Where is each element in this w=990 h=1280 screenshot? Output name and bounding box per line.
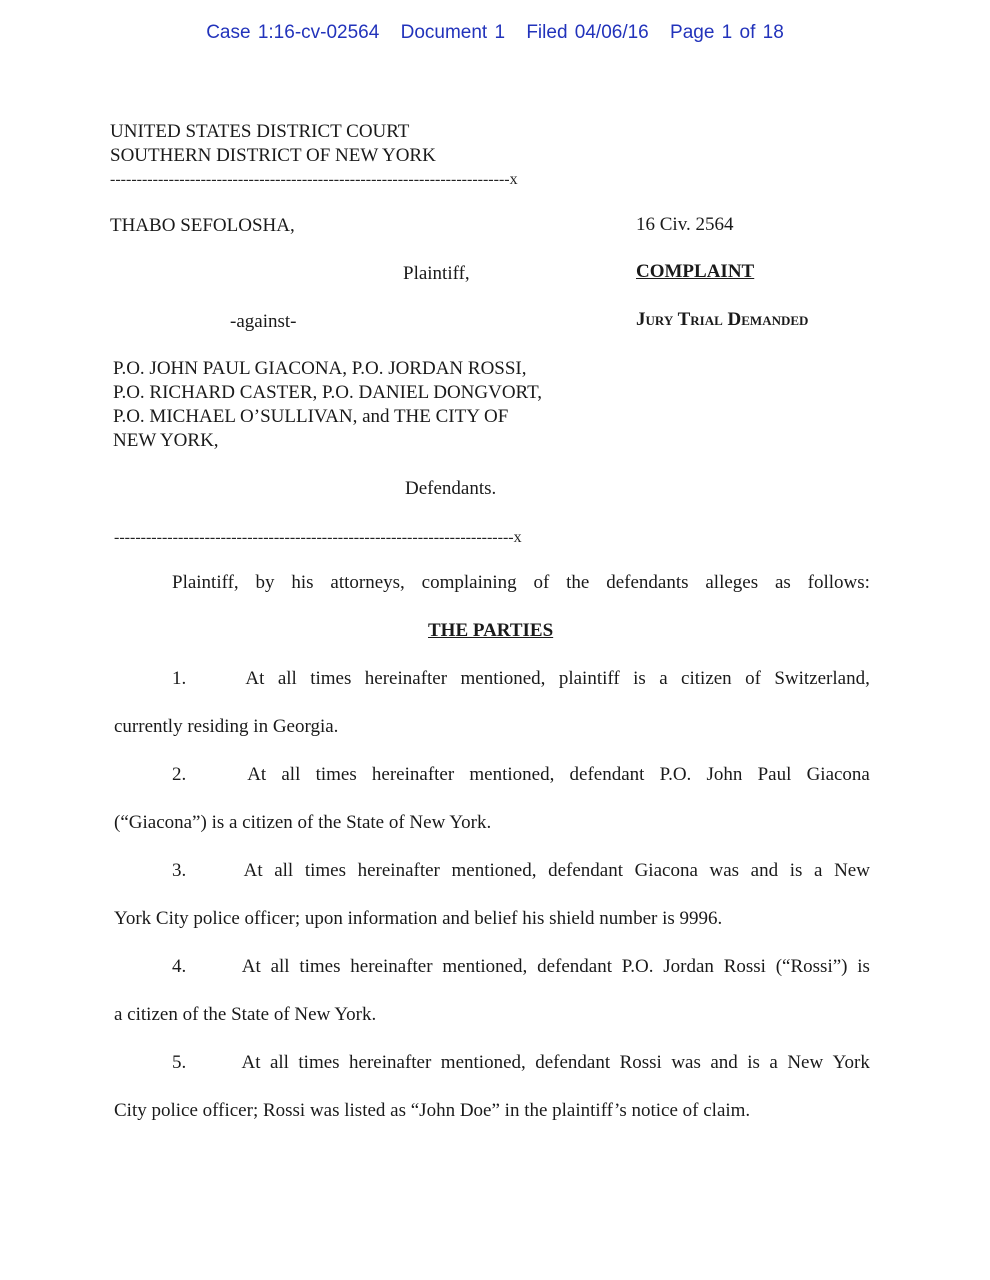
paragraph-word: a [814, 860, 823, 881]
paragraph-word: mentioned, [469, 764, 555, 785]
intro-word: his [291, 572, 314, 593]
paragraph-word: hereinafter [350, 956, 433, 977]
court-line-2: SOUTHERN DISTRICT OF NEW YORK [110, 145, 436, 166]
section-heading: THE PARTIES [428, 620, 554, 641]
intro-word: defendants [606, 572, 689, 593]
intro-word: follows: [807, 572, 870, 593]
paragraph-first-line [172, 667, 870, 691]
paragraph-word: At [243, 860, 263, 881]
civil-case-number: 16 Civ. 2564 [636, 214, 734, 235]
paragraph-word: was [709, 860, 740, 881]
intro-word: by [255, 572, 275, 593]
paragraph-number: 1. [172, 668, 187, 689]
intro-word: of [533, 572, 550, 593]
paragraph-word: is [747, 1052, 760, 1073]
defendants-line: P.O. MICHAEL O’SULLIVAN, and THE CITY OF [113, 406, 509, 427]
paragraph-word: Rossi [619, 1052, 662, 1073]
paragraph-word: mentioned, [460, 668, 546, 689]
paragraph-word: and [750, 860, 779, 881]
paragraph-word: At [241, 1052, 261, 1073]
intro-word: Plaintiff, [172, 572, 239, 593]
defendants-line: P.O. JOHN PAUL GIACONA, P.O. JORDAN ROSSI, [113, 358, 527, 379]
paragraph-word: times [299, 956, 341, 977]
paragraph-word: mentioned, [442, 956, 528, 977]
paragraph-word: defendant [548, 860, 623, 881]
case-number-stamp: Case 1:16-cv-02564 [206, 22, 380, 43]
paragraph-word: hereinafter [371, 764, 455, 785]
plaintiff-role: Plaintiff, [403, 263, 470, 284]
paragraph-word: defendant [569, 764, 645, 785]
defendants-role: Defendants. [405, 478, 497, 499]
document-title: COMPLAINT [636, 261, 755, 282]
plaintiff-name: THABO SEFOLOSHA, [110, 215, 295, 236]
ecf-header-stamp [0, 22, 990, 44]
paragraph-word: a [659, 668, 668, 689]
paragraph-number: 2. [172, 764, 187, 785]
paragraph-word: a [769, 1052, 778, 1073]
court-name [110, 120, 436, 168]
court-line-1: UNITED STATES DISTRICT COURT [110, 121, 410, 142]
paragraph-number: 5. [172, 1052, 187, 1073]
paragraph-word: mentioned, [440, 1052, 526, 1073]
paragraph-word: Paul [757, 764, 792, 785]
paragraph-word: New [787, 1052, 824, 1073]
against-label: -against- [230, 311, 297, 332]
paragraph-word: P.O. [621, 956, 654, 977]
paragraph-continuation: City police officer; Rossi was listed as “John Doe” in the plaintiff’s notice of claim. [114, 1100, 751, 1121]
paragraph-word: all [274, 860, 294, 881]
paragraph-word: Rossi [723, 956, 766, 977]
paragraph-word: defendant [535, 1052, 611, 1073]
paragraph-word: hereinafter [357, 860, 440, 881]
paragraph-number: 4. [172, 956, 187, 977]
paragraph-word: is [857, 956, 870, 977]
paragraph-word: citizen [681, 668, 732, 689]
paragraph-word: defendant [537, 956, 612, 977]
intro-word: alleges [705, 572, 759, 593]
paragraph-word: all [281, 764, 301, 785]
caption-rule-bottom: ---------------------------------------------------------------------------x [114, 529, 522, 546]
intro-word: as [774, 572, 791, 593]
paragraph-continuation: a citizen of the State of New York. [114, 1004, 377, 1025]
paragraph-first-line [172, 1051, 870, 1075]
jury-trial-demanded: Jury Trial Demanded [636, 309, 809, 330]
paragraph-word: is [633, 668, 646, 689]
intro-word: complaining [421, 572, 517, 593]
paragraph-word: plaintiff [558, 668, 620, 689]
paragraph-continuation: currently residing in Georgia. [114, 716, 339, 737]
paragraph-number: 3. [172, 860, 187, 881]
paragraph-word: was [671, 1052, 701, 1073]
paragraph-word: times [298, 1052, 340, 1073]
paragraph-word: New [834, 860, 870, 881]
paragraph-word: hereinafter [349, 1052, 432, 1073]
paragraph-continuation: York City police officer; upon information and belief his shield number is 9996. [114, 908, 723, 929]
defendants-line: NEW YORK, [113, 430, 219, 451]
caption-rule-top: ---------------------------------------------------------------------------x [110, 171, 518, 188]
filed-date-stamp: Filed 04/06/16 [526, 22, 649, 43]
paragraph-word: Giacona [806, 764, 870, 785]
paragraph-word: times [304, 860, 346, 881]
paragraph-first-line [172, 955, 870, 979]
paragraph-word: P.O. [659, 764, 692, 785]
paragraph-word: At [245, 668, 265, 689]
intro-paragraph [172, 571, 870, 595]
paragraph-word: Switzerland, [774, 668, 870, 689]
paragraph-word: At [241, 956, 261, 977]
defendants-list [113, 357, 542, 453]
paragraph-word: Giacona [634, 860, 698, 881]
paragraph-first-line [172, 763, 870, 787]
paragraph-word: of [745, 668, 761, 689]
paragraph-continuation: (“Giacona”) is a citizen of the State of New York. [114, 812, 492, 833]
paragraph-word: is [789, 860, 803, 881]
paragraph-word: At [247, 764, 267, 785]
paragraph-word: (“Rossi”) [775, 956, 848, 977]
intro-word: the [566, 572, 590, 593]
paragraph-word: Jordan [663, 956, 714, 977]
paragraph-word: times [315, 764, 357, 785]
paragraph-word: John [706, 764, 743, 785]
paragraph-word: times [310, 668, 352, 689]
paragraph-first-line [172, 859, 870, 883]
page-count-stamp: Page 1 of 18 [670, 22, 784, 43]
intro-word: attorneys, [330, 572, 405, 593]
paragraph-word: all [269, 1052, 289, 1073]
paragraph-word: hereinafter [364, 668, 448, 689]
paragraph-word: all [277, 668, 297, 689]
paragraph-word: and [710, 1052, 738, 1073]
paragraph-word: mentioned, [451, 860, 537, 881]
document-number-stamp: Document 1 [400, 22, 506, 43]
paragraph-word: York [832, 1052, 870, 1073]
defendants-line: P.O. RICHARD CASTER, P.O. DANIEL DONGVORT, [113, 382, 543, 403]
paragraph-word: all [270, 956, 290, 977]
